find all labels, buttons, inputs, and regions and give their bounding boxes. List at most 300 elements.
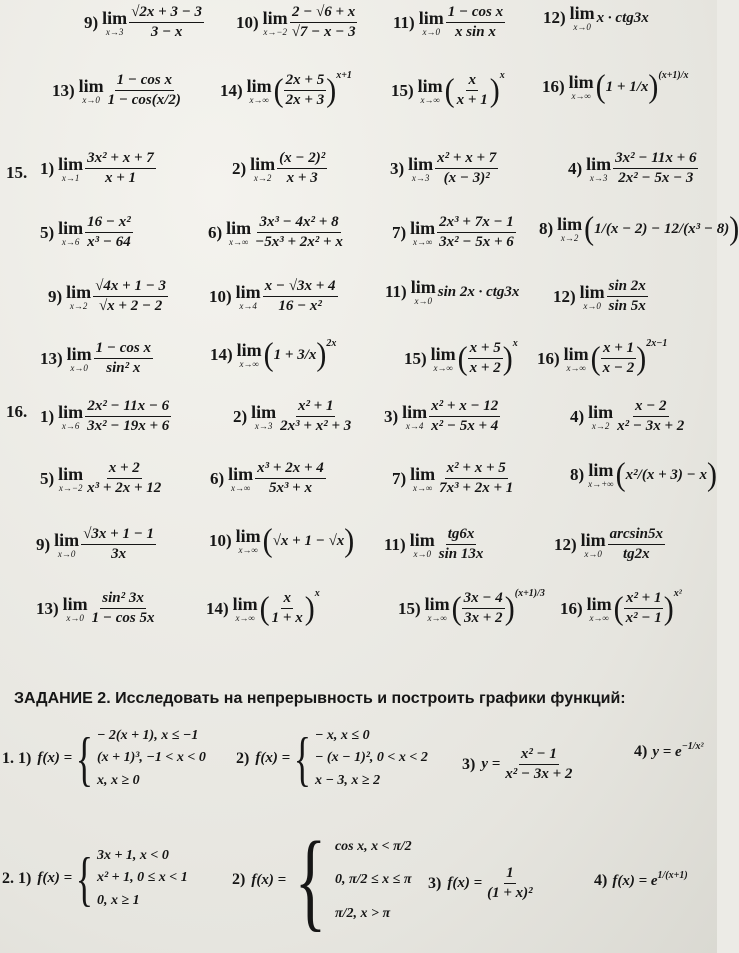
case-line: x, x ≥ 0	[96, 772, 140, 788]
fraction	[253, 214, 345, 252]
limit-subscript: x→2	[69, 300, 88, 311]
fraction	[437, 460, 515, 498]
right-paren: )	[489, 72, 500, 109]
fraction	[85, 150, 156, 188]
denominator: x² − 3x + 2	[617, 418, 685, 435]
numerator: 3x² + x + 7	[85, 150, 156, 169]
right-paren: )	[663, 590, 674, 627]
s2-f3-fraction	[485, 865, 535, 903]
problem-number: 3)	[384, 406, 399, 426]
denominator: 1 − cos(x/2)	[107, 92, 181, 109]
expression: 1/(x − 2) − 12/(x³ − 8)	[594, 220, 730, 237]
numerator: 16 − x²	[85, 214, 133, 233]
denominator: 16 − x²	[278, 298, 322, 315]
denominator: x³ − 64	[87, 234, 131, 251]
case-line: − 2(x + 1), x ≤ −1	[96, 728, 199, 743]
limit-subscript: x→∞	[427, 612, 447, 623]
limit-operator: lim x→2	[66, 281, 92, 311]
numerator: 1 − cos x	[94, 340, 153, 359]
limit-operator: lim x→∞	[410, 217, 436, 247]
numerator: x² − 1	[519, 746, 559, 765]
limit-subscript: x→3	[105, 26, 124, 37]
case-line: − x, x ≤ 0	[314, 728, 370, 743]
limit-subscript: x→∞	[571, 91, 591, 101]
limit-problem	[40, 214, 133, 252]
limit-problem	[560, 590, 682, 628]
limit-operator: lim x→3	[586, 153, 612, 183]
case-line: − (x − 1)², 0 < x < 2	[314, 750, 428, 766]
limit-operator: lim x→∞	[236, 340, 262, 369]
numerator: 2x + 5	[284, 72, 327, 91]
problem-number: 8)	[539, 219, 554, 238]
fraction	[270, 590, 305, 628]
limit-operator: lim x→∞	[235, 526, 261, 555]
limit-operator: lim x→4	[235, 281, 261, 311]
fraction	[106, 72, 183, 110]
limit-subscript: x→∞	[412, 236, 433, 247]
limit-problem	[404, 340, 518, 378]
limit-problem	[40, 398, 171, 436]
limit-operator: lim x→6	[58, 401, 84, 431]
numerator: x² + x + 7	[435, 150, 498, 169]
denominator: √x + 2 − 2	[98, 298, 163, 315]
right-paren: )	[304, 590, 315, 627]
numerator: x² + 1	[296, 398, 336, 417]
limit-subscript: x→∞	[589, 612, 609, 623]
limit-subscript: x→∞	[249, 94, 269, 105]
limit-operator: lim x→+∞	[588, 460, 614, 489]
problem-number: 13)	[36, 598, 59, 618]
numerator: 3x³ − 4x² + 8	[257, 214, 340, 233]
right-paren: )	[316, 336, 327, 373]
group-15-label: 15.	[6, 163, 28, 182]
problem-number: 9)	[48, 286, 63, 306]
fraction	[85, 214, 133, 252]
problem-number: 12)	[554, 534, 577, 554]
denominator: sin² x	[106, 360, 141, 377]
case-line: 0, π/2 ≤ x ≤ π	[334, 872, 412, 888]
numerator: x² + x + 5	[445, 460, 508, 479]
denominator: (x − 3)²	[443, 170, 490, 187]
numerator: x − 2	[633, 398, 669, 417]
denominator: 3 − x	[150, 24, 183, 41]
problem-number: 10)	[236, 12, 259, 32]
right-paren: )	[504, 590, 515, 627]
limit-operator: lim x→∞	[563, 343, 589, 373]
denominator: sin 5x	[608, 298, 646, 315]
s1-f3-no: 3)	[462, 755, 476, 773]
limit-problem	[384, 398, 500, 436]
numerator: 3x − 4	[462, 590, 505, 609]
fraction	[435, 150, 498, 188]
denominator: 7x³ + 2x + 1	[439, 480, 514, 497]
limit-problem	[40, 150, 156, 188]
limit-operator: lim x→2	[557, 214, 583, 243]
problem-number: 10)	[209, 531, 232, 550]
problem-number: 1)	[40, 158, 55, 178]
limit-subscript: x→2	[591, 420, 610, 431]
s2-f3	[428, 865, 535, 903]
left-paren: (	[259, 590, 270, 627]
fraction	[93, 278, 168, 316]
limit-problem	[553, 278, 648, 316]
fraction	[608, 526, 665, 564]
limit-operator: lim x→0	[54, 529, 80, 559]
expression: sin 2x · ctg3x	[437, 283, 520, 300]
limit-operator: lim x→∞	[228, 463, 254, 493]
right-paren: )	[729, 210, 739, 247]
limit-subscript: x→∞	[412, 482, 433, 493]
fraction	[290, 4, 358, 42]
numerator: x² + x − 12	[429, 398, 500, 417]
numerator: x − √3x + 4	[263, 278, 338, 297]
limit-problem	[36, 590, 157, 628]
limit-subscript: x→1	[61, 172, 80, 183]
exponent: x	[314, 588, 320, 599]
s2-f3-no: 3)	[428, 874, 442, 892]
limit-problem	[206, 590, 320, 628]
limit-subscript: x→3	[411, 172, 430, 183]
left-paren: (	[273, 72, 284, 109]
limit-subscript: x→0	[573, 22, 591, 32]
numerator: 2x² − 11x − 6	[85, 398, 171, 417]
denominator: 2x + 3	[285, 92, 325, 109]
problem-number: 15)	[398, 598, 421, 618]
denominator: tg2x	[623, 546, 650, 563]
numerator: arcsin5x	[608, 526, 665, 545]
s2-f2-brace: {	[294, 819, 327, 941]
fraction	[437, 214, 516, 252]
s2-f1-lhs: f(x) =	[37, 870, 73, 887]
limit-problem	[570, 398, 686, 436]
numerator: x	[281, 590, 293, 609]
s1-f3	[462, 746, 574, 784]
s1-f2-lhs: f(x) =	[255, 750, 291, 767]
limit-subscript: x→∞	[566, 362, 586, 373]
numerator: sin² 3x	[100, 590, 146, 609]
limit-subscript: x→0	[583, 300, 601, 311]
limit-subscript: x→0	[414, 296, 432, 306]
fraction	[624, 590, 664, 628]
s1-f2	[236, 725, 428, 792]
problem-number: 14)	[220, 80, 243, 100]
limit-operator: lim x→3	[408, 153, 434, 183]
denominator: (1 + x)²	[487, 885, 533, 902]
limit-subscript: x→∞	[420, 94, 440, 105]
case-line: (x + 1)³, −1 < x < 0	[96, 750, 206, 766]
problem-number: 9)	[84, 12, 99, 32]
limit-subscript: x→∞	[228, 236, 249, 247]
section-2-label: 2. 1)	[2, 869, 32, 887]
fraction	[601, 340, 637, 378]
limit-operator: lim x→2	[250, 153, 276, 183]
denominator: x² − 1	[625, 610, 662, 627]
s2-f2	[232, 819, 412, 941]
limit-operator: lim x→0	[66, 343, 92, 373]
problem-number: 9)	[36, 534, 51, 554]
limit-subscript: x→−2	[263, 26, 287, 37]
limit-operator: lim x→∞	[226, 217, 252, 247]
problem-number: 10)	[209, 286, 232, 306]
problem-number: 5)	[40, 222, 55, 242]
limit-problem	[392, 214, 516, 252]
limit-operator: lim x→0	[418, 7, 444, 37]
limit-operator: lim x→0	[580, 529, 606, 559]
right-paren: )	[648, 68, 659, 105]
limit-subscript: x→0	[66, 612, 84, 623]
s2-f2-no: 2)	[232, 871, 246, 888]
s2-f1-cases	[97, 845, 188, 912]
problem-number: 1)	[40, 406, 55, 426]
numerator: x + 5	[468, 340, 503, 359]
expression: x · ctg3x	[596, 9, 649, 26]
limit-problem	[220, 72, 352, 110]
limit-problem	[543, 4, 649, 32]
limit-operator: lim x→4	[402, 401, 428, 431]
denominator: 5x³ + x	[268, 480, 312, 497]
limit-subscript: x→4	[239, 300, 257, 311]
denominator: 2x³ + x² + 3	[280, 418, 352, 435]
limit-operator: lim x→0	[579, 281, 605, 311]
fraction	[607, 278, 648, 316]
numerator: 1 − cos x	[446, 4, 505, 23]
problem-number: 16)	[560, 598, 583, 618]
limit-subscript: x→4	[405, 420, 424, 431]
problem-number: 11)	[384, 534, 406, 554]
problem-number: 6)	[208, 222, 223, 242]
limit-subscript: x→2	[560, 233, 579, 243]
right-paren: )	[706, 456, 717, 493]
s1-f1-cases	[97, 725, 206, 792]
problem-number: 11)	[393, 12, 415, 32]
problem-number: 13)	[52, 80, 75, 100]
limit-operator: lim x→0	[62, 593, 88, 623]
limit-operator: lim x→6	[58, 217, 84, 247]
limit-problem	[36, 526, 156, 564]
limit-subscript: x→∞	[433, 362, 453, 373]
numerator: 3x² − 11x + 6	[613, 150, 698, 169]
numerator: x² + 1	[624, 590, 664, 609]
denominator: x + 1	[456, 92, 488, 109]
left-paren: (	[613, 590, 624, 627]
exponent: 2x−1	[646, 338, 668, 349]
limit-subscript: x→∞	[238, 545, 258, 555]
left-paren: (	[263, 336, 274, 373]
limit-problem	[390, 150, 498, 188]
limit-subscript: x→+∞	[588, 479, 614, 489]
task-2-title: ЗАДАНИЕ 2. Исследовать на непрерывность и построить графики функций:	[14, 690, 626, 707]
limit-subscript: x→∞	[235, 612, 255, 623]
s1-f1-brace: {	[75, 725, 94, 792]
group-16-label: 16.	[6, 402, 28, 421]
left-paren: (	[262, 522, 273, 559]
limit-subscript: x→0	[584, 548, 602, 559]
exponent: (x+1)/x	[658, 70, 689, 81]
right-paren: )	[502, 340, 513, 377]
denominator: 3x² − 19x + 6	[87, 418, 170, 435]
s2-f4-no: 4)	[594, 872, 608, 889]
limit-problem	[48, 278, 168, 316]
limit-problem	[210, 336, 337, 373]
limit-operator: lim x→∞	[424, 593, 450, 623]
numerator: tg6x	[446, 526, 477, 545]
numerator: 2 − √6 + x	[290, 4, 357, 23]
fraction	[462, 590, 505, 628]
limit-subscript: x→6	[61, 420, 80, 431]
limit-problem	[209, 522, 355, 559]
limit-problem	[398, 590, 545, 628]
limit-problem	[84, 4, 204, 42]
right-paren: )	[326, 72, 337, 109]
limit-problem	[539, 210, 739, 247]
limit-operator: lim x→∞	[430, 343, 456, 373]
denominator: 3x + 2	[463, 610, 503, 627]
left-paren: (	[615, 456, 626, 493]
fraction	[284, 72, 327, 110]
limit-operator: lim x→0	[409, 529, 435, 559]
problem-number: 13)	[40, 348, 63, 368]
fraction	[446, 4, 505, 42]
numerator: x³ + 2x + 4	[255, 460, 326, 479]
s1-f4	[634, 743, 704, 761]
limit-problem	[537, 340, 667, 378]
exponent: x+1	[336, 70, 352, 81]
case-line: 0, x ≥ 1	[96, 892, 140, 908]
limit-problem	[208, 214, 345, 252]
denominator: √7 − x − 3	[291, 24, 356, 41]
limit-operator: lim x→0	[78, 75, 104, 105]
case-line: cos x, x < π/2	[334, 838, 412, 854]
denominator: 3x	[111, 546, 127, 563]
s2-f4	[594, 872, 688, 890]
limit-operator: lim x→1	[58, 153, 84, 183]
fraction	[255, 460, 326, 498]
s2-f2-lhs: f(x) =	[251, 871, 287, 888]
problem-number: 14)	[206, 598, 229, 618]
left-paren: (	[584, 210, 595, 247]
limit-operator: lim x→2	[588, 401, 614, 431]
problem-number: 12)	[553, 286, 576, 306]
denominator: 1 − cos 5x	[91, 610, 155, 627]
denominator: −5x³ + 2x² + x	[255, 234, 343, 251]
limit-subscript: x→∞	[230, 482, 251, 493]
limit-subscript: x→0	[57, 548, 76, 559]
numerator: √4x + 1 − 3	[93, 278, 168, 297]
numerator: sin 2x	[607, 278, 648, 297]
limit-problem	[232, 150, 327, 188]
case-line: x² + 1, 0 ≤ x < 1	[96, 870, 188, 886]
fraction	[429, 398, 500, 436]
limit-problem	[554, 526, 665, 564]
expression: 1 + 1/x	[605, 78, 649, 95]
numerator: √2x + 3 − 3	[129, 4, 204, 23]
limit-problem	[391, 72, 505, 110]
expression: 1 + 3/x	[273, 346, 317, 363]
problem-number: 2)	[233, 406, 248, 426]
fraction	[468, 340, 503, 378]
denominator: x + 3	[286, 170, 318, 187]
fraction	[81, 526, 156, 564]
limit-operator: lim x→−2	[58, 463, 84, 493]
problem-number: 12)	[543, 8, 566, 27]
limit-problem	[40, 340, 153, 378]
limit-problem	[542, 68, 689, 105]
left-paren: (	[444, 72, 455, 109]
task2-section-2	[2, 845, 188, 912]
fraction	[85, 460, 163, 498]
limit-operator: lim x→∞	[417, 75, 443, 105]
numerator: x + 2	[107, 460, 142, 479]
limit-subscript: x→0	[413, 548, 431, 559]
limit-operator: lim x→3	[102, 7, 128, 37]
fraction	[615, 398, 686, 436]
fraction	[85, 398, 171, 436]
numerator: (x − 2)²	[277, 150, 327, 169]
limit-subscript: x→3	[254, 420, 273, 431]
s1-f2-brace: {	[293, 725, 312, 792]
task2-section-1	[2, 725, 206, 792]
right-paren: )	[636, 340, 647, 377]
s2-f3-lhs: f(x) =	[447, 875, 483, 892]
problem-number: 15)	[391, 80, 414, 100]
limit-operator: lim x→3	[251, 401, 277, 431]
numerator: x + 1	[601, 340, 636, 359]
s2-f4-lhs: f(x) = e	[612, 872, 658, 889]
fraction	[437, 526, 486, 564]
denominator: x³ + 2x + 12	[87, 480, 162, 497]
problem-number: 7)	[392, 468, 407, 488]
denominator: x − 2	[602, 360, 635, 377]
expression: x²/(x + 3) − x	[625, 466, 707, 483]
left-paren: (	[451, 590, 462, 627]
right-paren: )	[344, 522, 355, 559]
limit-problem	[233, 398, 353, 436]
limit-problem	[40, 460, 163, 498]
fraction	[278, 398, 353, 436]
left-paren: (	[590, 340, 601, 377]
case-line: 3x + 1, x < 0	[96, 848, 169, 863]
limit-subscript: x→6	[61, 236, 80, 247]
case-line: x − 3, x ≥ 2	[314, 772, 381, 788]
problem-number: 4)	[568, 158, 583, 178]
limit-operator: lim x→0	[410, 277, 436, 306]
denominator: x sin x	[454, 24, 496, 41]
numerator: x	[466, 72, 478, 91]
limit-operator: lim x→0	[569, 3, 595, 32]
fraction	[277, 150, 327, 188]
limit-subscript: x→2	[253, 172, 272, 183]
problem-number: 11)	[385, 282, 407, 301]
limit-subscript: x→−2	[58, 482, 83, 493]
limit-subscript: x→0	[422, 26, 440, 37]
exponent: x	[512, 338, 518, 349]
problem-number: 14)	[210, 345, 233, 364]
problem-number: 16)	[537, 348, 560, 368]
fraction	[94, 340, 153, 378]
denominator: sin 13x	[438, 546, 484, 563]
limit-problem	[570, 456, 717, 493]
limit-subscript: x→0	[82, 94, 100, 105]
limit-problem	[568, 150, 698, 188]
exponent: x	[499, 70, 505, 81]
numerator: 1 − cos x	[115, 72, 174, 91]
problem-number: 8)	[570, 465, 585, 484]
exponent: (x+1)/3	[514, 588, 545, 599]
denominator: 3x² − 5x + 6	[439, 234, 514, 251]
problem-number: 15)	[404, 348, 427, 368]
limit-problem	[392, 460, 515, 498]
fraction	[455, 72, 490, 110]
